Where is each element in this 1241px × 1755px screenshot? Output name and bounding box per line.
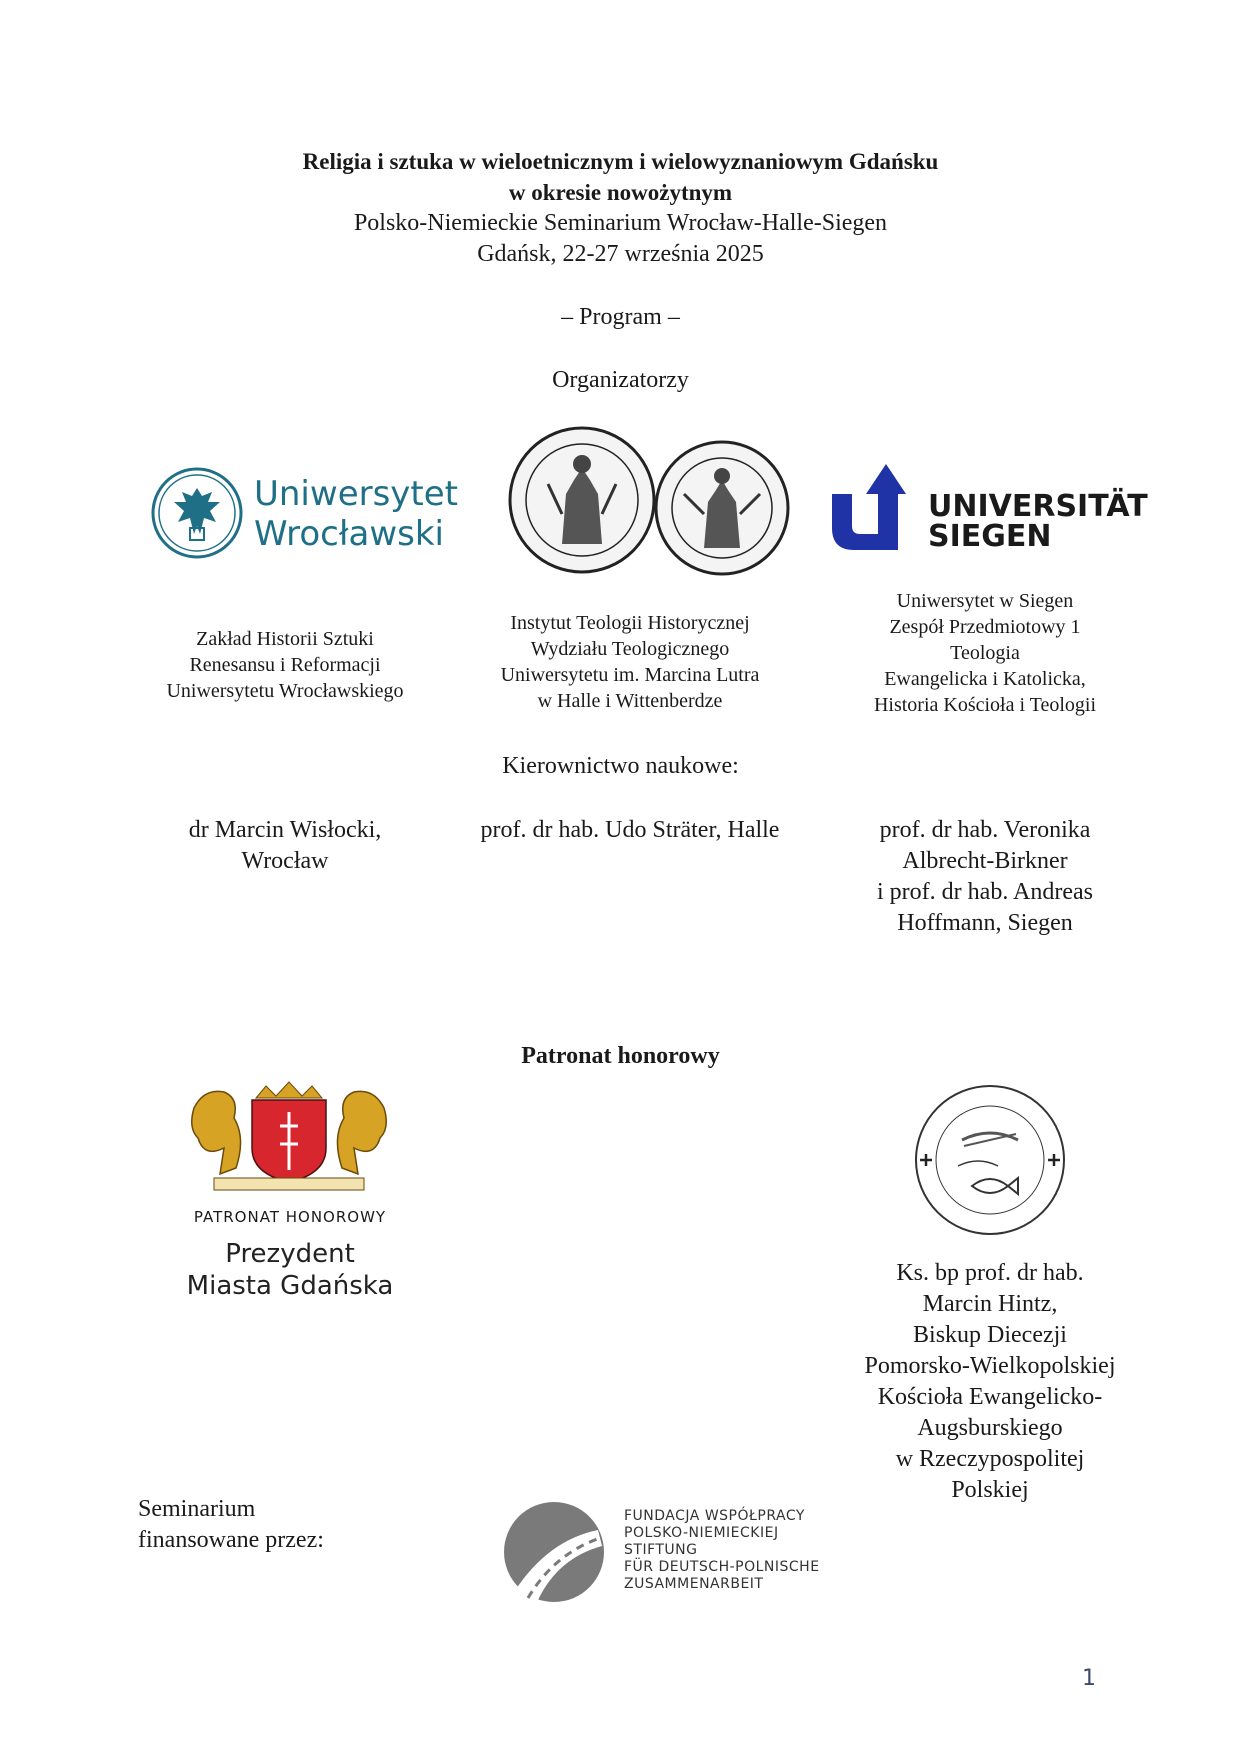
diocese-seal (912, 1082, 1068, 1238)
gdansk-patronage-label: PATRONAT HONOROWY (193, 1208, 387, 1226)
page-number: 1 (1082, 1666, 1096, 1691)
bishop-line: Ks. bp prof. dr hab. (896, 1260, 1084, 1286)
siegen-institution (830, 588, 1140, 718)
gdansk-president (150, 1238, 430, 1302)
scientific-middle (450, 815, 810, 846)
funding-line: finansowane przez: (138, 1527, 324, 1553)
funding-line: Seminarium (138, 1496, 256, 1522)
bishop-text (820, 1258, 1160, 1506)
title-line-2: w okresie nowożytnym (508, 180, 733, 205)
place-date: Gdańsk, 22-27 września 2025 (477, 241, 764, 267)
siegen-line: Zespół Przedmiotowy 1 (889, 616, 1081, 638)
bishop-line: Kościoła Ewangelicko- (877, 1384, 1103, 1410)
siegen-line: Teologia (950, 642, 1020, 664)
scientist-city: Wrocław (241, 848, 329, 874)
diocese-seal-icon (912, 1082, 1068, 1238)
halle-institution (470, 610, 790, 714)
title-line-1: Religia i sztuka w wieloetnicznym i wielowyznaniowym Gdańsku (302, 149, 939, 174)
foundation-line: STIFTUNG (624, 1542, 698, 1558)
halle-line: w Halle i Wittenberdze (537, 690, 723, 712)
foundation-line: ZUSAMMENARBEIT (624, 1576, 764, 1592)
organizers-heading: Organizatorzy (552, 367, 689, 393)
halle-seal-icon (508, 424, 798, 576)
gdansk-coat-of-arms (184, 1078, 394, 1196)
foundation-logo (498, 1500, 828, 1606)
siegen-line: Uniwersytet w Siegen (896, 590, 1074, 612)
halle-line: Uniwersytetu im. Marcina Lutra (500, 664, 760, 686)
wroclaw-logo-line2: Wrocławski (254, 514, 444, 554)
bishop-line: Polskiej (951, 1477, 1029, 1503)
gdansk-arms-icon (184, 1078, 394, 1196)
header-subtitle (120, 208, 1121, 270)
siegen-logo-line1: UNIVERSITÄT (928, 489, 1148, 524)
bishop-line: Biskup Diecezji (913, 1322, 1067, 1348)
scientific-heading: Kierownictwo naukowe: (502, 753, 739, 779)
siegen-logo-line2: SIEGEN (928, 519, 1052, 554)
halle-line: Instytut Teologii Historycznej (510, 612, 750, 634)
bishop-line: w Rzeczypospolitej (895, 1446, 1085, 1472)
scientist-name: prof. dr hab. Udo Sträter, Halle (480, 817, 780, 843)
foundation-road-icon (498, 1500, 610, 1604)
scientific-left (130, 815, 440, 877)
funding-label (138, 1494, 398, 1556)
scientist-name: dr Marcin Wisłocki, (188, 817, 382, 843)
scientist-name: Hoffmann, Siegen (897, 910, 1073, 936)
wroclaw-logo-line1: Uniwersytet (254, 474, 458, 514)
siegen-university-logo (832, 464, 1148, 554)
program-label: – Program – (561, 304, 680, 330)
foundation-line: FUNDACJA WSPÓŁPRACY (624, 1508, 805, 1524)
wroclaw-university-logo (150, 466, 458, 566)
siegen-line: Historia Kościoła i Teologii (873, 694, 1097, 716)
bishop-line: Augsburskiego (917, 1415, 1063, 1441)
scientific-right (830, 815, 1140, 939)
foundation-line: POLSKO-NIEMIECKIEJ (624, 1525, 779, 1541)
bishop-line: Pomorsko-Wielkopolskiej (864, 1353, 1116, 1379)
wroclaw-eagle-icon (150, 466, 245, 561)
scientist-name: Albrecht-Birkner (902, 848, 1068, 874)
scientist-name: i prof. dr hab. Andreas (877, 879, 1093, 905)
halle-line: Wydziału Teologicznego (530, 638, 730, 660)
foundation-line: FÜR DEUTSCH-POLNISCHE (624, 1559, 820, 1575)
bishop-line: Marcin Hintz, (922, 1291, 1058, 1317)
wroclaw-line: Zakład Historii Sztuki (196, 628, 374, 650)
siegen-line: Ewangelicka i Katolicka, (884, 668, 1086, 690)
wroclaw-institution (130, 626, 440, 704)
document-title (120, 146, 1121, 208)
wroclaw-line: Uniwersytetu Wrocławskiego (166, 680, 404, 702)
wroclaw-line: Renesansu i Reformacji (189, 654, 381, 676)
siegen-u-icon (832, 464, 920, 550)
halle-university-seals (508, 424, 798, 576)
gdansk-line: Prezydent (225, 1239, 355, 1269)
scientist-name: prof. dr hab. Veronika (879, 817, 1091, 843)
patronage-heading: Patronat honorowy (521, 1043, 720, 1069)
seminar-name: Polsko-Niemieckie Seminarium Wrocław-Halle-Siegen (353, 210, 888, 236)
gdansk-line: Miasta Gdańska (186, 1271, 394, 1301)
